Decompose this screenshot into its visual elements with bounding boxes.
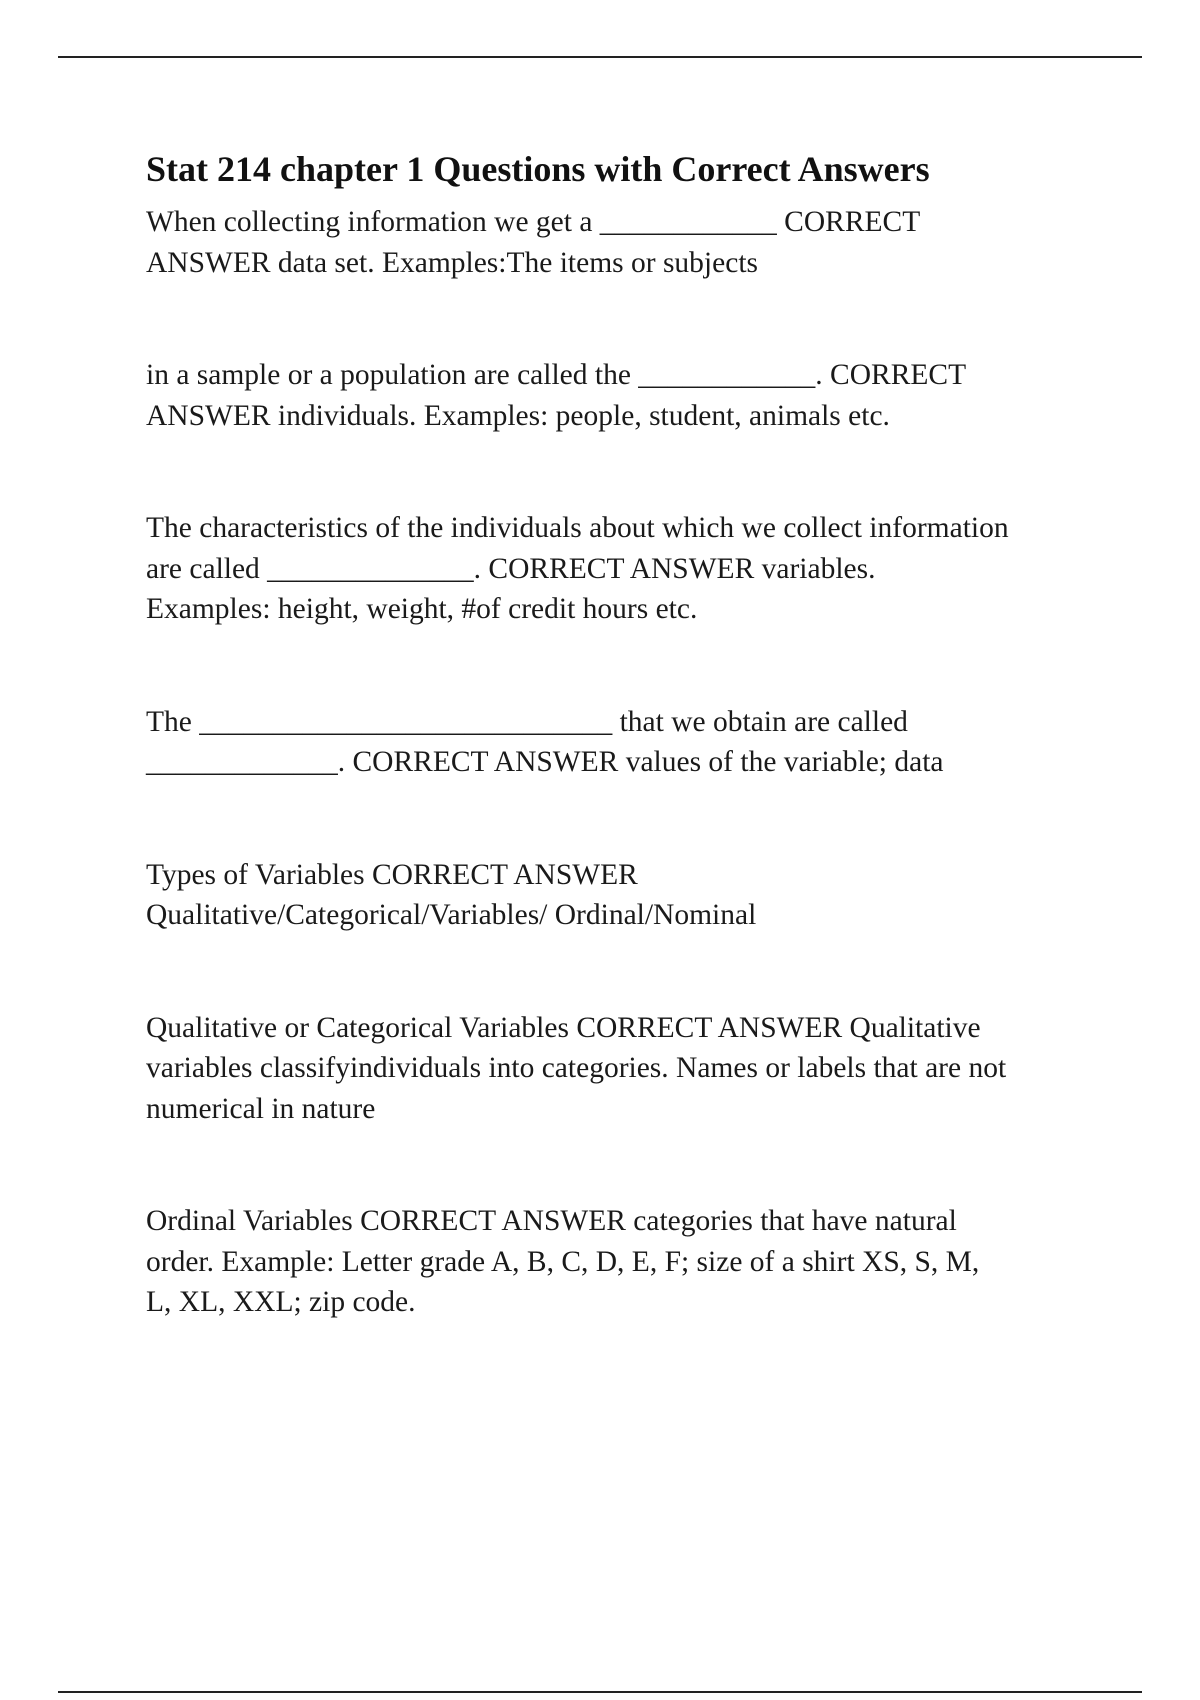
qa-line: Types of Variables CORRECT ANSWER <box>146 858 638 891</box>
qa-line: Qualitative/Categorical/Variables/ Ordinal/Nominal <box>146 899 757 931</box>
qa-line: The characteristics of the individuals about which we collect information <box>146 512 1009 544</box>
qa-entry-individuals <box>146 355 1106 436</box>
qa-entry-values <box>146 702 1106 783</box>
qa-line: L, XL, XXL; zip code. <box>146 1286 416 1318</box>
qa-line: When collecting information we get a ____________ CORRECT <box>146 206 921 238</box>
document-title: Stat 214 chapter 1 Questions with Correct Answers <box>146 149 930 189</box>
qa-entry-qualitative <box>146 1008 1106 1130</box>
qa-line: Examples: height, weight, #of credit hours etc. <box>146 593 698 625</box>
qa-line: ANSWER data set. Examples:The items or subjects <box>146 246 758 279</box>
qa-line: are called ______________. CORRECT ANSWER variables. <box>146 552 876 585</box>
qa-line: _____________. CORRECT ANSWER values of the variable; data <box>146 746 944 778</box>
qa-entry-ordinal <box>146 1201 1106 1323</box>
qa-line: in a sample or a population are called the ____________. CORRECT <box>146 359 967 391</box>
qa-line: The ____________________________ that we obtain are called <box>146 705 908 738</box>
header-rule <box>58 56 1142 58</box>
qa-entry-data-set <box>146 202 1106 283</box>
qa-entry-types-of-variables <box>146 855 1106 936</box>
document-body <box>146 145 1106 1323</box>
qa-line: variables classifyindividuals into categories. Names or labels that are not <box>146 1052 1007 1084</box>
qa-line: numerical in nature <box>146 1092 376 1125</box>
qa-line: ANSWER individuals. Examples: people, student, animals etc. <box>146 399 890 432</box>
qa-line: Qualitative or Categorical Variables CORRECT ANSWER Qualitative <box>146 1011 981 1044</box>
footer-rule <box>58 1691 1142 1693</box>
qa-entry-variables <box>146 508 1106 630</box>
qa-line: Ordinal Variables CORRECT ANSWER categories that have natural <box>146 1205 957 1237</box>
qa-line: order. Example: Letter grade A, B, C, D, E, F; size of a shirt XS, S, M, <box>146 1245 980 1278</box>
